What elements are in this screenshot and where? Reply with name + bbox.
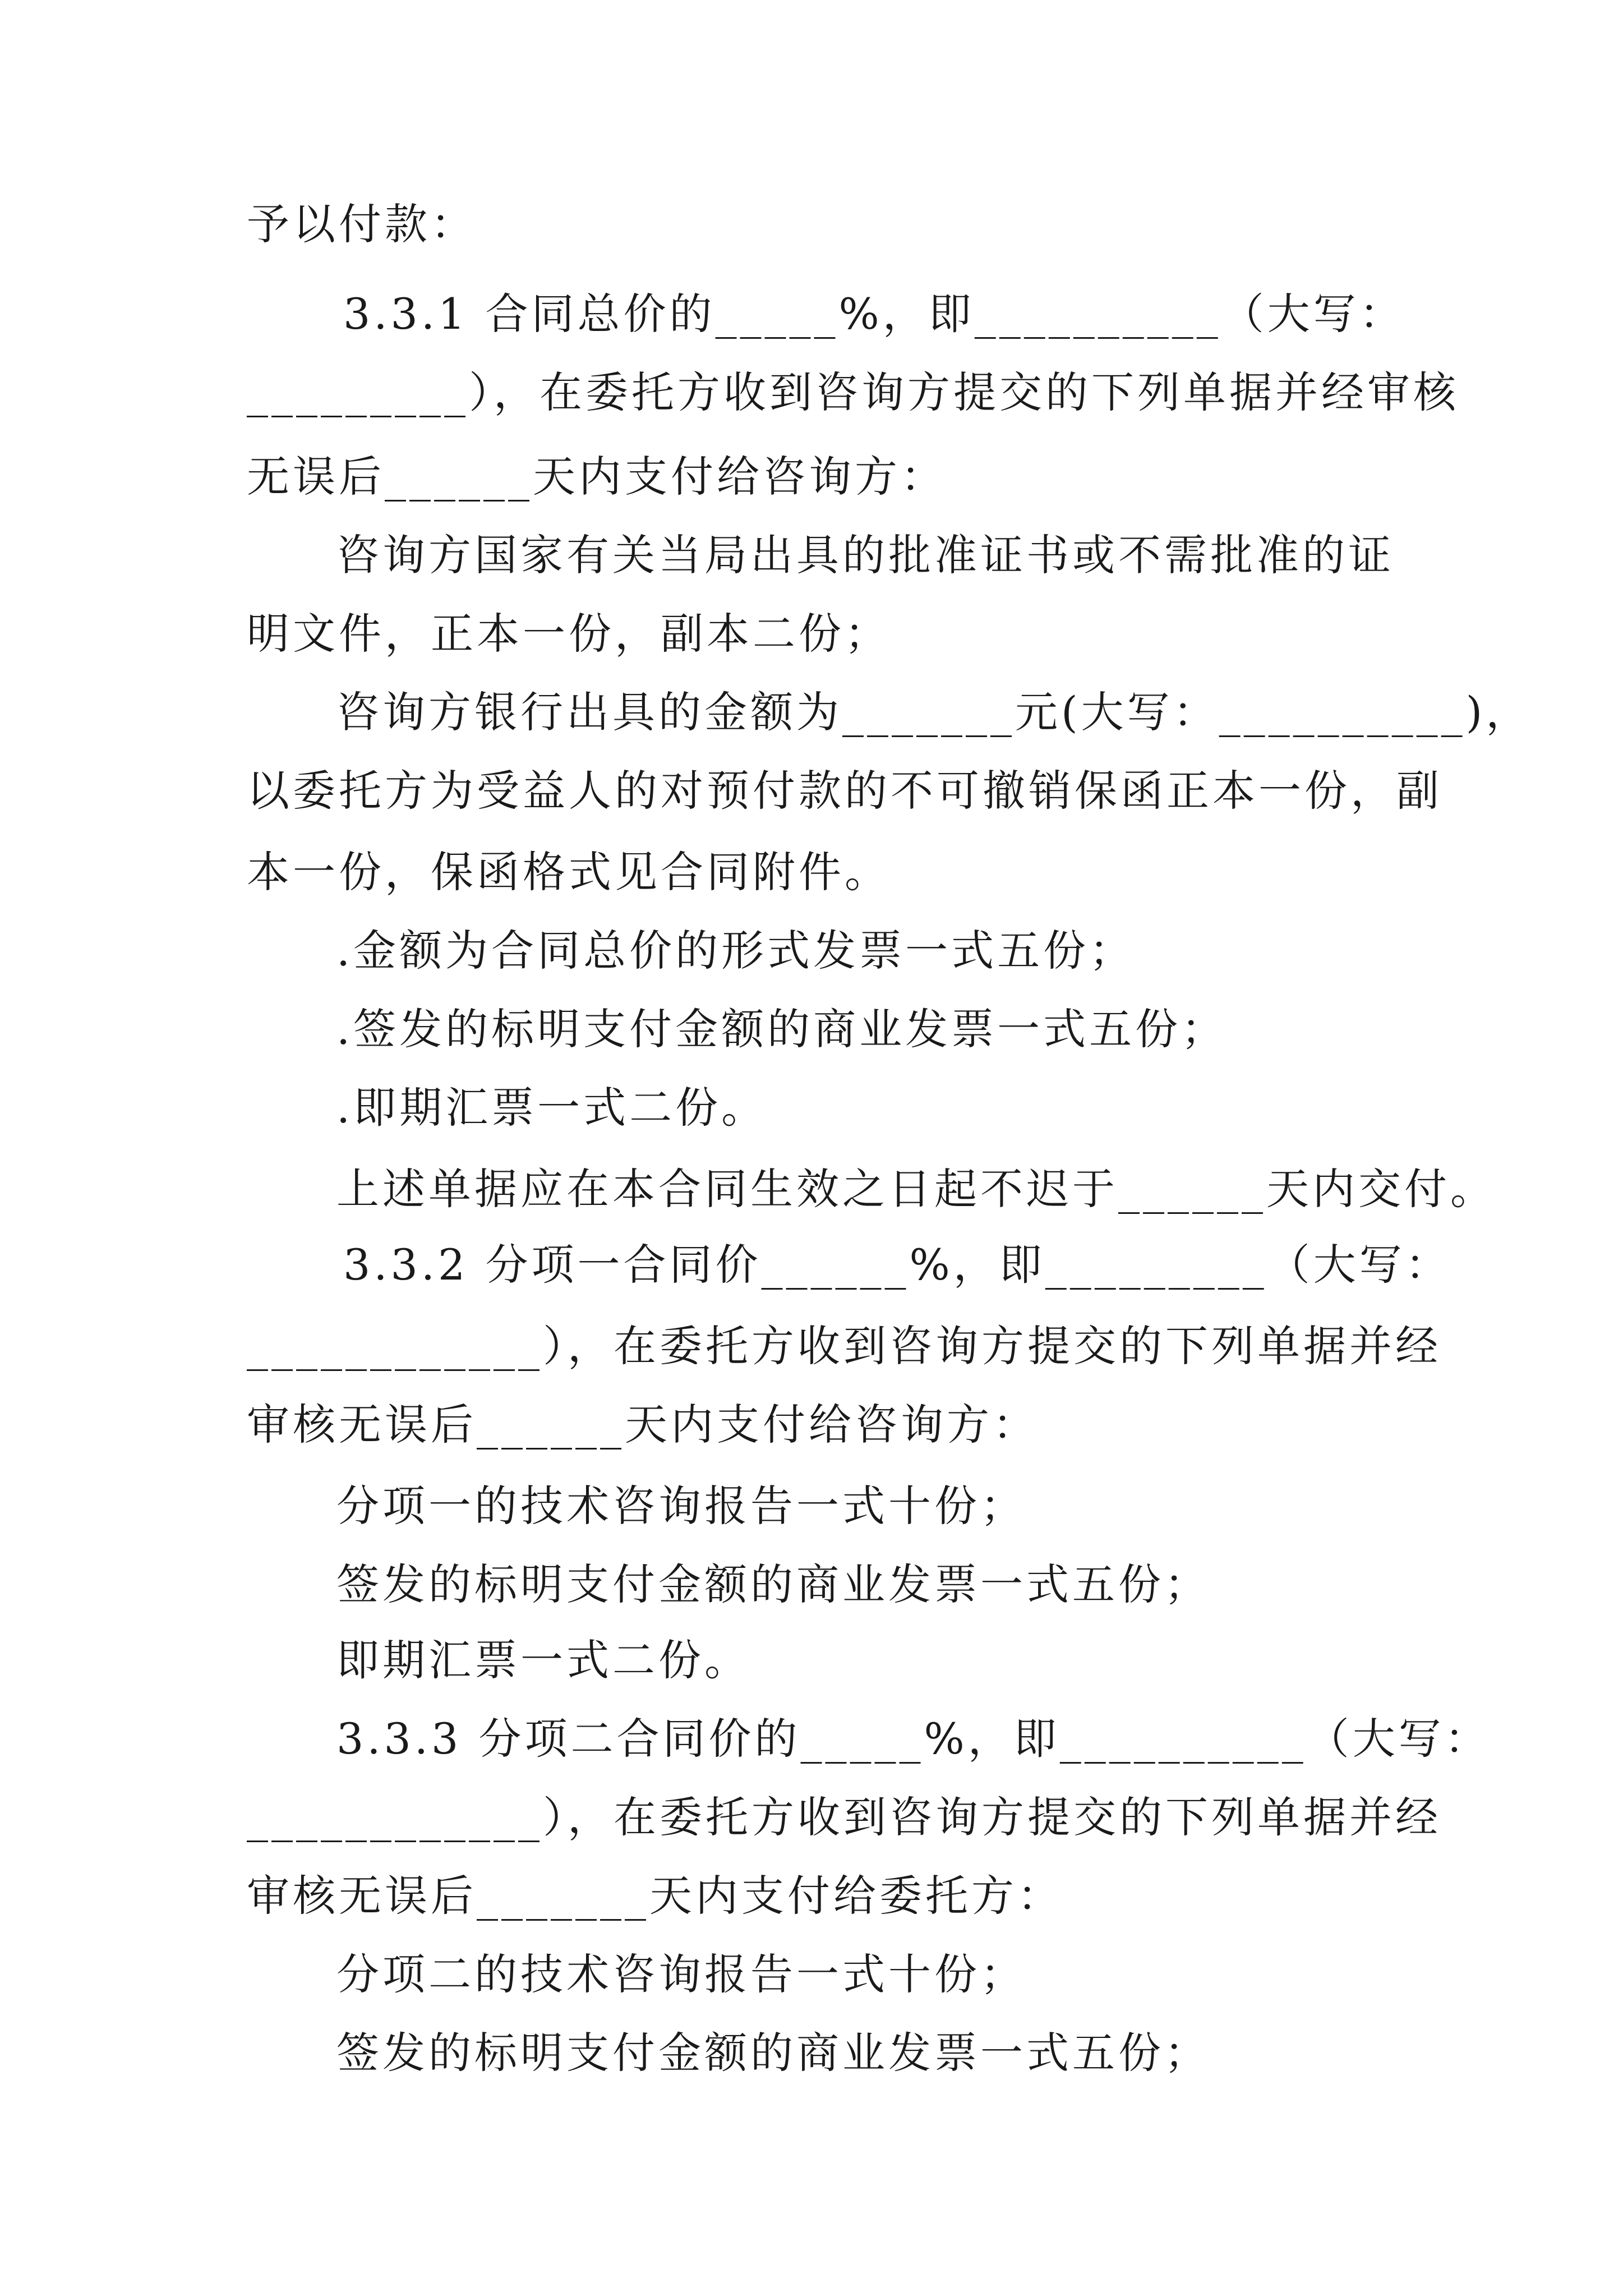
text-line: 3.3.3 分项二合同价的_____%，即__________（大写： xyxy=(336,1714,1491,1764)
text-line: ____________），在委托方收到咨询方提交的下列单据并经 xyxy=(247,1321,1441,1371)
text-line: 签发的标明支付金额的商业发票一式五份； xyxy=(336,2028,1210,2078)
text-line: 本一份，保函格式见合同附件。 xyxy=(247,847,891,897)
text-line: .签发的标明支付金额的商业发票一式五份； xyxy=(336,1004,1228,1054)
text-line: 3.3.1 合同总价的_____%，即__________（大写： xyxy=(343,289,1405,339)
text-line: .金额为合同总价的形式发票一式五份； xyxy=(336,926,1136,976)
text-line: 即期汇票一式二份。 xyxy=(336,1635,750,1685)
text-line: 以委托方为受益人的对预付款的不可撤销保函正本一份，副 xyxy=(247,766,1442,816)
text-line: 审核无误后_______天内支付给委托方： xyxy=(247,1871,1063,1921)
text-line: 无误后______天内支付给咨询方： xyxy=(247,452,947,501)
text-line: 签发的标明支付金额的商业发票一式五份； xyxy=(336,1559,1210,1609)
text-line: 咨询方国家有关当局出具的批准证书或不需批准的证 xyxy=(336,530,1394,580)
text-line: 审核无误后______天内支付给咨询方： xyxy=(247,1400,1039,1450)
text-line: .即期汇票一式二份。 xyxy=(336,1083,768,1133)
text-line: 分项二的技术咨询报告一式十份； xyxy=(336,1949,1026,1999)
text-line: 予以付款： xyxy=(247,199,477,249)
text-line: 明文件，正本一份，副本二份； xyxy=(247,609,891,659)
text-line: ____________），在委托方收到咨询方提交的下列单据并经 xyxy=(247,1792,1441,1842)
text-line: 分项一的技术咨询报告一式十份； xyxy=(336,1481,1026,1531)
text-line: 咨询方银行出具的金额为_______元(大写：__________)， xyxy=(336,687,1532,737)
text-line: 上述单据应在本合同生效之日起不迟于______天内交付。 xyxy=(336,1164,1496,1214)
text-line: _________），在委托方收到咨询方提交的下列单据并经审核 xyxy=(247,367,1459,417)
text-line: 3.3.2 分项一合同价______%，即_________（大写： xyxy=(343,1240,1451,1290)
